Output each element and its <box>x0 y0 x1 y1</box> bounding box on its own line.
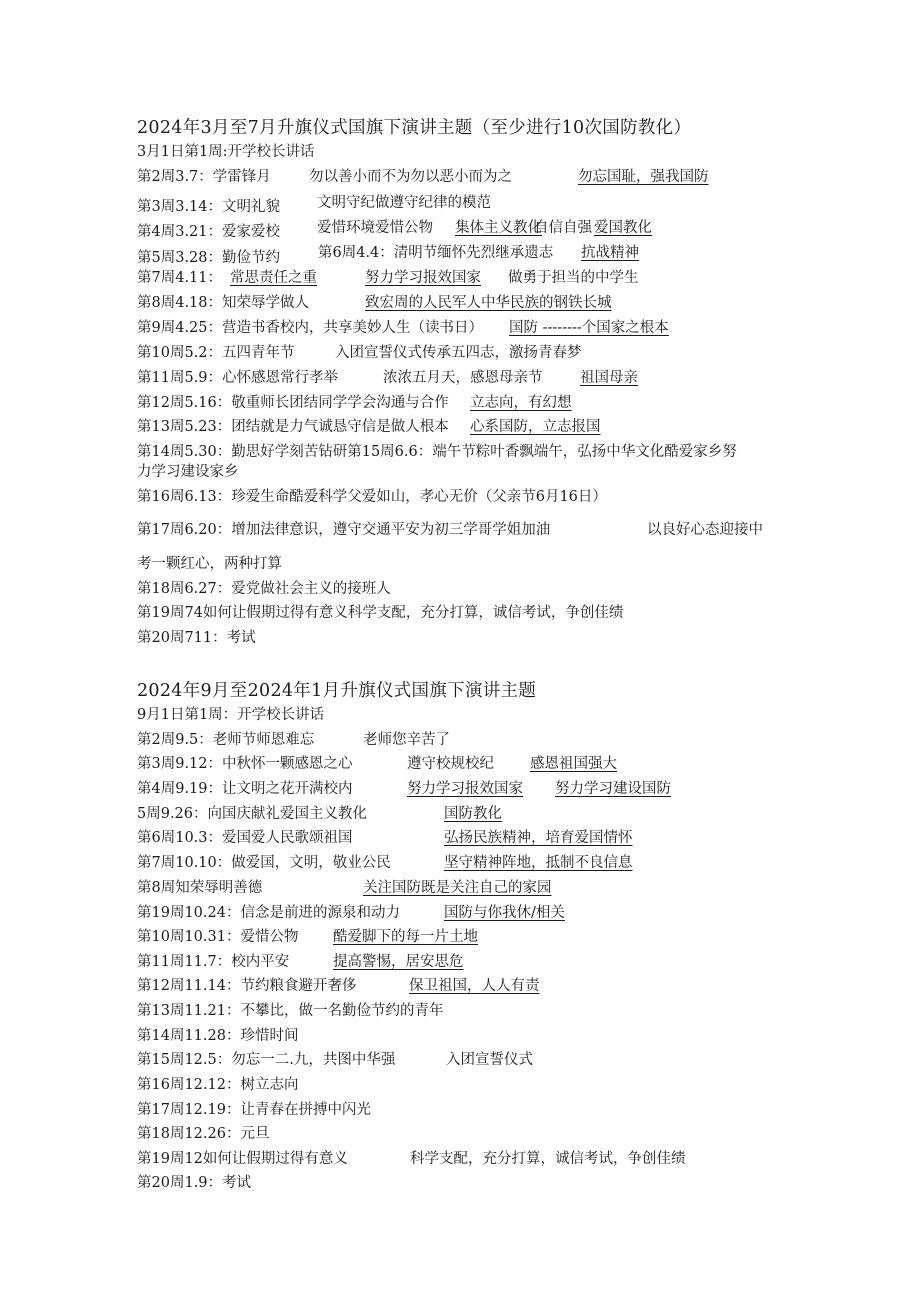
line-text: 第17周6.20：增加法律意识，遵守交通平安为初三学哥学姐加油 <box>137 522 551 538</box>
underlined-theme: 常思责任之重 <box>230 270 317 286</box>
line-text: 第12周5.16：敬重师长团结同学学会沟通与合作 <box>137 395 449 411</box>
underlined-theme: 关注国防既是关注自己的家园 <box>363 880 552 896</box>
underlined-theme: 保卫祖国，人人有责 <box>409 978 540 994</box>
underlined-theme: 国防 --------个国家之根本 <box>509 320 669 336</box>
underlined-theme: 国防与你我休/相关 <box>444 905 565 921</box>
line-text: 第18周12.26：元旦 <box>137 1126 270 1142</box>
line-text: 第5周3.28：勤俭节约 <box>137 250 281 266</box>
line-text: 以良好心态迎接中 <box>647 522 763 538</box>
line-text: 爱惜环境爱惜公物 <box>317 220 433 236</box>
line-text: 第17周12.19：让青春在拼搏中闪光 <box>137 1102 371 1118</box>
line-text: 第7周10.10：做爱国，文明，敬业公民 <box>137 855 391 871</box>
underlined-theme: 祖国母亲 <box>580 370 638 386</box>
line-text: 第14周11.28：珍惜时间 <box>137 1028 299 1044</box>
line-text: 第4周9.19：让文明之花开满校内 <box>137 781 353 797</box>
line-text: 第8周知荣辱明善德 <box>137 880 263 896</box>
underlined-theme: 爱国教化 <box>594 220 652 236</box>
line-text: 自信自强 <box>534 220 592 236</box>
line-text: 第9周4.25：营造书香校内，共享美妙人生（读书日） <box>137 320 484 336</box>
line-text: 第18周6.27：爱党做社会主义的接班人 <box>137 581 391 597</box>
line-text: 第8周4.18：知荣辱学做人 <box>137 295 310 311</box>
line-text: 5周9.26：向国庆献礼爱国主义教化 <box>137 806 368 822</box>
line-text: 浓浓五月天，感恩母亲节 <box>383 370 543 386</box>
underlined-theme: 提高警惕，居安思危 <box>333 954 464 970</box>
underlined-theme: 感恩祖国强大 <box>530 756 617 772</box>
underlined-theme: 努力学习报效国家 <box>407 781 523 797</box>
line-text: 第10周10.31：爱惜公物 <box>137 929 299 945</box>
section1-title: 2024年3月至7月升旗仪式国旗下演讲主题（至少进行10次国防教化） <box>137 118 692 138</box>
underlined-theme: 酷爱脚下的每一片土地 <box>333 929 478 945</box>
line-text: 第6周10.3：爱国爱人民歌颂祖国 <box>137 830 353 846</box>
line-text: 第16周6.13：珍爱生命酷爱科学父爱如山，孝心无价（父亲节6月16日） <box>137 489 607 505</box>
line-text: 第11周11.7：校内平安 <box>137 954 290 970</box>
underlined-theme: 心系国防，立志报国 <box>470 419 601 435</box>
underlined-theme: 坚守精神阵地，抵制不良信息 <box>444 855 633 871</box>
line-text: 第20周711：考试 <box>137 630 256 646</box>
line-text: 老师您辛苦了 <box>363 732 450 748</box>
line-text: 做勇于担当的中学生 <box>508 270 639 286</box>
line-text: 第10周5.2：五四青年节 <box>137 345 295 361</box>
line-text: 第15周12.5：勿忘一二.九，共图中华强 <box>137 1052 396 1068</box>
line-text: 入团宣誓仪式 <box>446 1052 533 1068</box>
line-text: 考一颗红心，两种打算 <box>137 556 282 572</box>
line-text: 第13周5.23：团结就是力气诚恳守信是做人根本 <box>137 419 449 435</box>
line-text: 第16周12.12：树立志向 <box>137 1077 299 1093</box>
line-text: 第19周10.24：信念是前进的源泉和动力 <box>137 905 400 921</box>
line-text: 文明守纪做遵守纪律的模范 <box>317 195 491 211</box>
line-text: 第3周3.14：文明礼貌 <box>137 199 281 215</box>
line-text: 力学习建设家乡 <box>137 464 239 480</box>
line-text: 第7周4.11： <box>137 270 223 286</box>
line-text: 第20周1.9：考试 <box>137 1175 252 1191</box>
line-text: 入团宣誓仪式传承五四志，激扬青春梦 <box>335 345 582 361</box>
underlined-theme: 弘扬民族精神，培育爱国情怀 <box>444 830 633 846</box>
line-text: 第4周3.21：爱家爱校 <box>137 224 281 240</box>
line-text: 第19周12如何让假期过得有意义 <box>137 1151 348 1167</box>
underlined-theme: 集体主义教化 <box>455 220 542 236</box>
line-text: 遵守校规校纪 <box>407 756 494 772</box>
line-text: 第3周9.12：中秋怀一颗感恩之心 <box>137 756 353 772</box>
line-text: 第19周74如何让假期过得有意义科学支配，充分打算，诚信考试，争创佳绩 <box>137 605 624 621</box>
line-text: 第6周4.4：清明节缅怀先烈继承遗志 <box>318 245 554 261</box>
underlined-theme: 勿忘国耻，强我国防 <box>578 169 709 185</box>
line-text: 第11周5.9：心怀感恩常行孝举 <box>137 370 339 386</box>
underlined-theme: 努力学习建设国防 <box>555 781 671 797</box>
line-text: 科学支配，充分打算，诚信考试，争创佳绩 <box>410 1151 686 1167</box>
underlined-theme: 国防教化 <box>444 806 502 822</box>
line-text: 勿以善小而不为勿以恶小而为之 <box>309 169 512 185</box>
line-text: 第2周3.7：学雷锋月 <box>137 169 271 185</box>
underlined-theme: 抗战精神 <box>581 245 639 261</box>
underlined-theme: 努力学习报效国家 <box>365 270 481 286</box>
section2-title: 2024年9月至2024年1月升旗仪式国旗下演讲主题 <box>137 681 537 701</box>
line-text: 3月1日第1周:开学校长讲话 <box>137 144 315 160</box>
line-text: 9月1日第1周：开学校长讲话 <box>137 707 325 723</box>
line-text: 第12周11.14：节约粮食避开奢侈 <box>137 978 357 994</box>
underlined-theme: 立志向，有幻想 <box>470 395 572 411</box>
line-text: 第13周11.21：不攀比，做一名勤俭节约的青年 <box>137 1003 444 1019</box>
line-text: 第14周5.30：勤思好学刻苦钻研第15周6.6：端午节粽叶香飘端午，弘扬中华文化酷爱家乡努 <box>137 444 737 460</box>
underlined-theme: 致宏周的人民军人中华民族的钢铁长城 <box>365 295 612 311</box>
line-text: 第2周9.5：老师节师恩难忘 <box>137 732 315 748</box>
